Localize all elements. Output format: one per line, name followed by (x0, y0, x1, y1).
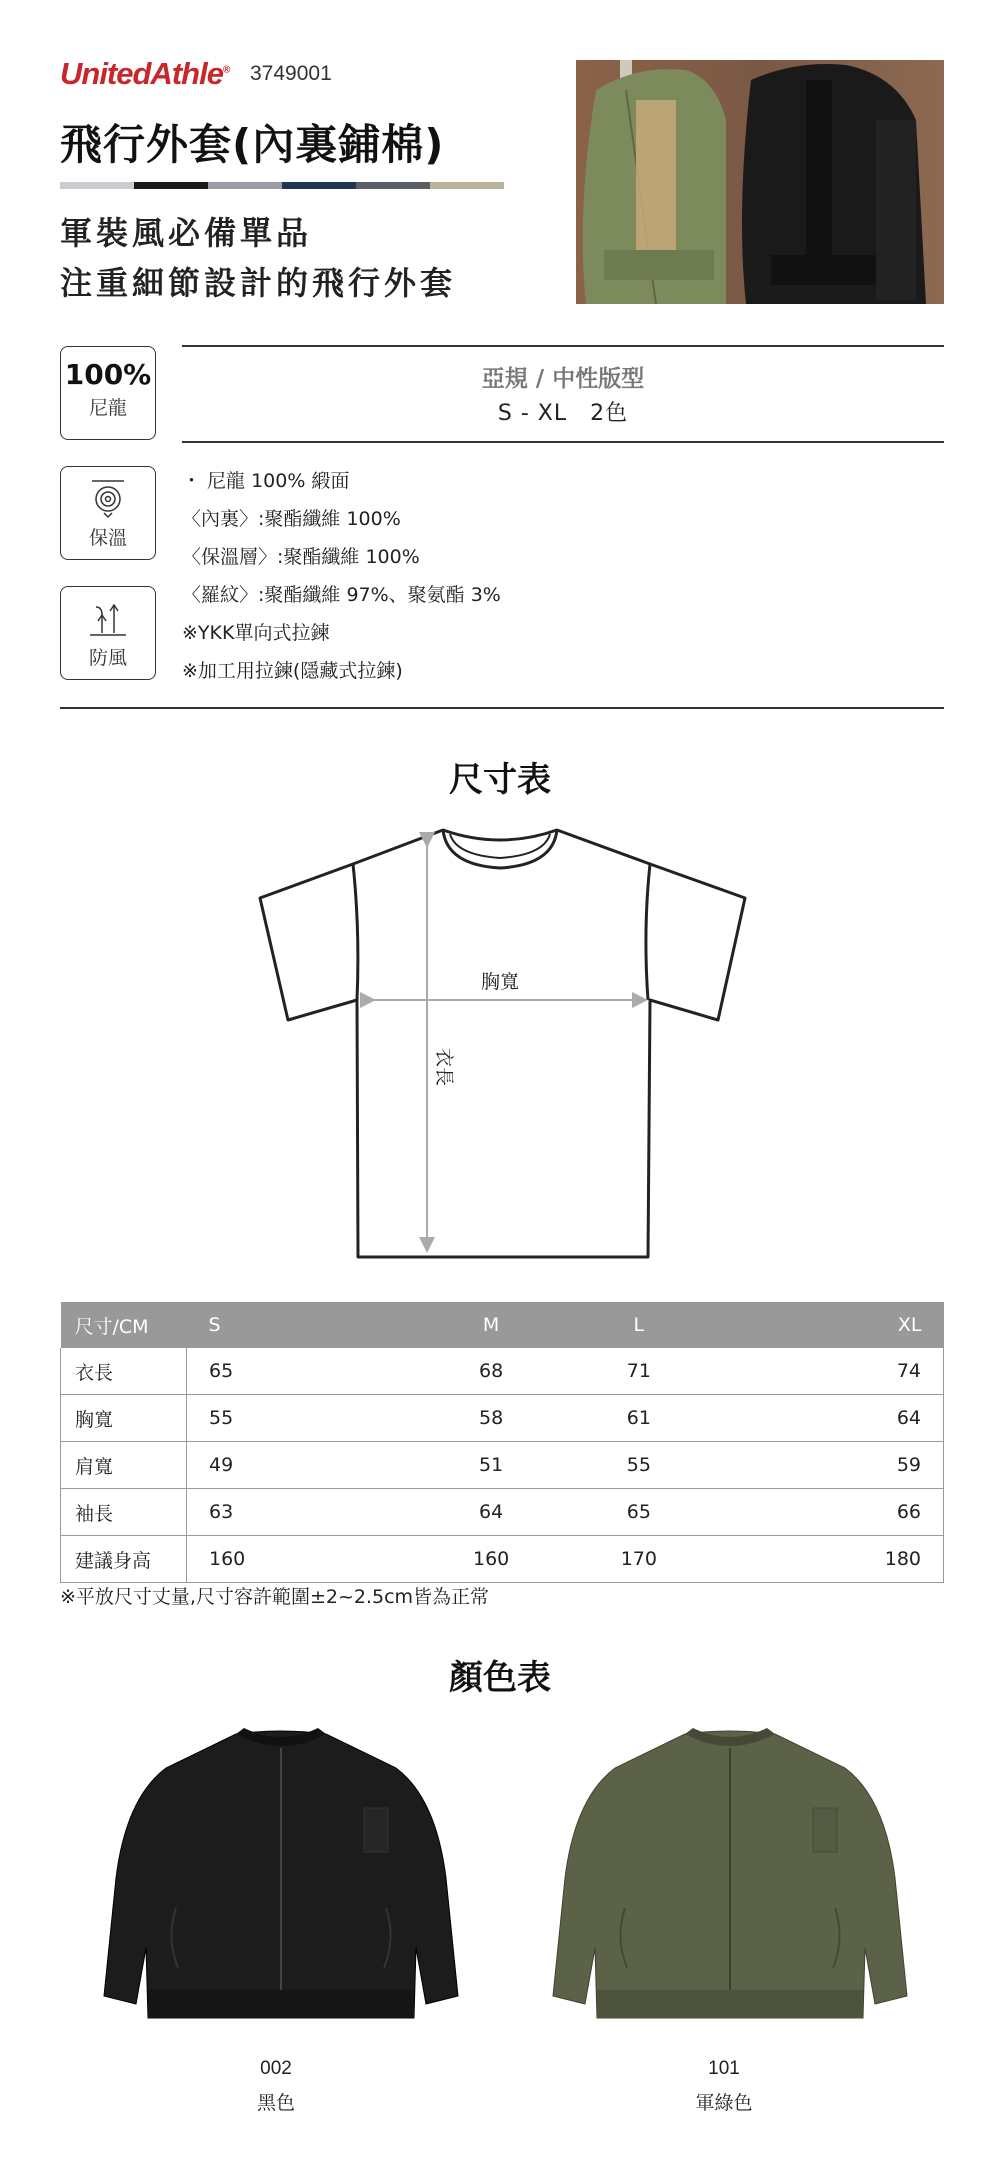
table-row (61, 1536, 944, 1583)
table-row (61, 1395, 944, 1442)
color-name-green: 軍綠色 (695, 2092, 753, 2114)
warmth-icon (61, 477, 155, 519)
nylon-label: 尼龍 (88, 397, 127, 419)
divider (60, 707, 944, 709)
table-cell: 66 (713, 1489, 944, 1536)
table-cell: 55 (565, 1442, 713, 1489)
divider (182, 345, 944, 347)
table-cell: 65 (565, 1489, 713, 1536)
material-item: ※YKK單向式拉鍊 (182, 622, 330, 644)
color-strip-segment (134, 182, 208, 189)
table-row (61, 1442, 944, 1489)
tagline-1: 軍裝風必備單品 (60, 214, 313, 252)
table-header: L (565, 1302, 713, 1348)
material-item: ※加工用拉鍊(隱藏式拉鍊) (182, 660, 403, 682)
table-row (61, 1348, 944, 1395)
table-cell: 180 (713, 1536, 944, 1583)
table-cell: 64 (417, 1489, 565, 1536)
nylon-badge (60, 346, 156, 440)
table-cell: 49 (187, 1442, 418, 1489)
color-swatch-black (96, 1728, 466, 2042)
table-cell: 衣長 (61, 1348, 187, 1395)
table-cell: 71 (565, 1348, 713, 1395)
nylon-percent: 100% (64, 358, 152, 391)
table-cell: 170 (565, 1536, 713, 1583)
size-chart-title: 尺寸表 (449, 760, 551, 800)
material-item: 〈內裏〉:聚酯纖維 100% (182, 508, 401, 530)
warmth-badge (60, 466, 156, 560)
table-cell: 51 (417, 1442, 565, 1489)
fit-type: 亞規 / 中性版型 (481, 366, 645, 392)
size-table (60, 1302, 944, 1583)
table-cell: 肩寬 (61, 1442, 187, 1489)
color-strip-segment (430, 182, 504, 189)
color-strip-segment (60, 182, 134, 189)
model-photo (576, 60, 944, 304)
table-header: S (187, 1302, 418, 1348)
table-header: 尺寸/CM (61, 1302, 187, 1348)
material-item: 〈羅紋〉:聚酯纖維 97%、聚氨酯 3% (182, 584, 501, 606)
color-strip-segment (208, 182, 282, 189)
table-cell: 64 (713, 1395, 944, 1442)
table-cell: 68 (417, 1348, 565, 1395)
color-code-green: 101 (708, 2058, 740, 2079)
table-row (61, 1489, 944, 1536)
product-title: 飛行外套(內裏鋪棉) (60, 120, 445, 169)
table-cell: 160 (187, 1536, 418, 1583)
table-cell: 63 (187, 1489, 418, 1536)
color-code-black: 002 (260, 2058, 292, 2079)
table-header-row (61, 1302, 944, 1348)
color-strip-segment (282, 182, 356, 189)
color-strip-segment (356, 182, 430, 189)
size-diagram (250, 820, 750, 1274)
table-cell: 55 (187, 1395, 418, 1442)
color-swatch-green (545, 1728, 915, 2042)
tagline-2: 注重細節設計的飛行外套 (60, 264, 457, 302)
table-cell: 74 (713, 1348, 944, 1395)
table-cell: 61 (565, 1395, 713, 1442)
material-item: 〈保溫層〉:聚酯纖維 100% (182, 546, 420, 568)
table-header: M (417, 1302, 565, 1348)
table-cell: 袖長 (61, 1489, 187, 1536)
table-cell: 建議身高 (61, 1536, 187, 1583)
table-cell: 65 (187, 1348, 418, 1395)
table-cell: 160 (417, 1536, 565, 1583)
windproof-label: 防風 (88, 647, 127, 669)
color-chart-title: 顏色表 (449, 1658, 551, 1698)
chest-label: 胸寬 (480, 971, 520, 993)
divider (182, 441, 944, 443)
color-name-black: 黑色 (256, 2092, 295, 2114)
brand-logo: UnitedAthle® (60, 56, 230, 91)
table-cell: 胸寬 (61, 1395, 187, 1442)
table-header: XL (713, 1302, 944, 1348)
windproof-badge (60, 586, 156, 680)
materials-list (182, 462, 501, 690)
product-code: 3749001 (250, 62, 332, 85)
size-range: S - XL 2色 (497, 401, 629, 426)
measurement-note: ※平放尺寸丈量,尺寸容許範圍±2~2.5cm皆為正常 (60, 1586, 490, 1608)
table-cell: 58 (417, 1395, 565, 1442)
material-item: ・ 尼龍 100% 緞面 (182, 470, 350, 492)
warmth-label: 保溫 (88, 527, 127, 549)
length-label: 衣長 (433, 1048, 455, 1087)
table-cell: 59 (713, 1442, 944, 1489)
windproof-icon (61, 597, 155, 639)
color-strip (60, 182, 504, 189)
